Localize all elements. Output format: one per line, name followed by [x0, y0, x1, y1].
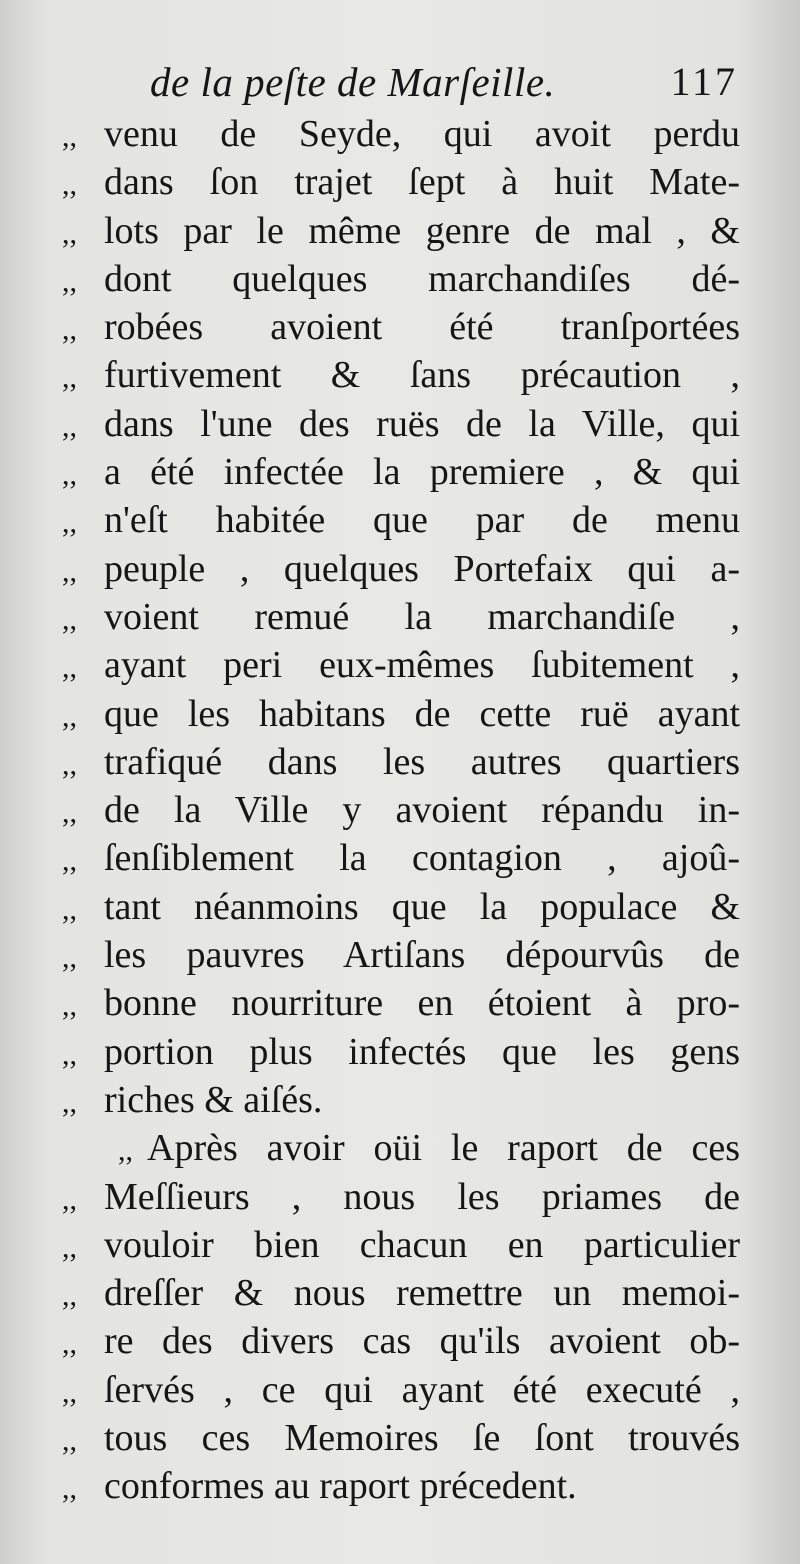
line-text: vouloir bien chacun en particulier [104, 1223, 740, 1266]
text-line [60, 496, 740, 544]
line-text: ſervés , ce qui ayant été executé , [104, 1368, 740, 1411]
text-line [60, 786, 740, 834]
line-text: dreſſer & nous remettre un memoi- [104, 1272, 740, 1315]
quote-mark: ,, [62, 844, 77, 878]
line-text: dans ſon trajet ſept à huit Mate- [104, 161, 740, 204]
quote-mark: ,, [62, 892, 77, 926]
text-line [60, 1414, 740, 1462]
text-line [60, 931, 740, 979]
quote-mark: ,, [62, 1037, 77, 1071]
quote-mark: ,, [62, 1424, 77, 1458]
text-line [60, 400, 740, 448]
text-body [60, 110, 740, 1511]
quote-mark: ,, [62, 216, 77, 250]
quote-mark: ,, [62, 989, 77, 1023]
text-line [60, 255, 740, 303]
text-line [60, 1028, 740, 1076]
text-line [60, 448, 740, 496]
text-line [60, 1221, 740, 1269]
quote-mark: ,, [62, 506, 77, 540]
line-text: riches & aiſés. [104, 1078, 323, 1121]
quote-mark: ,, [62, 1375, 77, 1409]
quote-mark: ,, [62, 747, 77, 781]
quote-mark: ,, [62, 1182, 77, 1216]
line-text: de la Ville y avoient répandu in- [104, 789, 740, 832]
quote-mark: ,, [62, 361, 77, 395]
quote-mark: ,, [62, 1327, 77, 1361]
line-text: Meſſieurs , nous les priames de [104, 1175, 740, 1218]
line-text: n'eſt habitée que par de menu [104, 499, 740, 542]
running-head: de la peſte de Marſeille. [150, 59, 556, 105]
quote-mark: ,, [62, 699, 77, 733]
text-line [60, 1366, 740, 1414]
quote-mark: ,, [62, 409, 77, 443]
line-text: conformes au raport précedent. [104, 1465, 577, 1508]
line-text: ayant peri eux-mêmes ſubitement , [104, 644, 740, 687]
text-line [60, 1173, 740, 1221]
text-line [60, 303, 740, 351]
quote-mark: ,, [62, 1230, 77, 1264]
line-text: tous ces Memoires ſe ſont trouvés [104, 1417, 740, 1460]
quote-mark: ,, [62, 168, 77, 202]
quote-mark: ,, [62, 1279, 77, 1313]
text-line [60, 690, 740, 738]
line-text: ſenſiblement la contagion , ajoû- [104, 837, 740, 880]
page-number: 117 [670, 59, 738, 104]
quote-mark: ,, [62, 458, 77, 492]
line-text: voient remué la marchandiſe , [104, 595, 740, 638]
text-line [60, 207, 740, 255]
text-line [60, 351, 740, 399]
text-line [60, 110, 740, 158]
text-line [60, 738, 740, 786]
quote-mark: ,, [62, 651, 77, 685]
text-line [60, 1076, 740, 1124]
line-text: que les habitans de cette ruë ayant [104, 692, 740, 735]
quote-mark: ,, [62, 796, 77, 830]
quote-mark: ,, [62, 313, 77, 347]
line-text: les pauvres Artiſans dépourvûs de [104, 934, 740, 977]
line-text: re des divers cas qu'ils avoient ob- [104, 1320, 740, 1363]
line-text: trafiqué dans les autres quartiers [104, 740, 740, 783]
line-text: peuple , quelques Portefaix qui a- [104, 547, 740, 590]
text-line [60, 545, 740, 593]
text-line [60, 641, 740, 689]
text-line [60, 593, 740, 641]
page-header [150, 58, 738, 114]
paragraph-start-line [60, 1124, 740, 1172]
quote-mark: ,, [62, 1085, 77, 1119]
text-line [60, 1462, 740, 1510]
quote-mark: ,, [62, 602, 77, 636]
line-text: lots par le même genre de mal , & [104, 209, 740, 252]
text-line [60, 1317, 740, 1365]
line-text: venu de Seyde, qui avoit perdu [104, 113, 740, 155]
text-line [60, 883, 740, 931]
text-line [60, 1269, 740, 1317]
line-text: a été infectée la premiere , & qui [104, 451, 740, 494]
text-line [60, 834, 740, 882]
line-text: dans l'une des ruës de la Ville, qui [104, 402, 740, 445]
line-text: bonne nourriture en étoient à pro- [104, 982, 740, 1025]
text-line [60, 158, 740, 206]
quote-mark: ,, [62, 941, 77, 975]
line-text: portion plus infectés que les gens [104, 1030, 740, 1073]
quote-mark: ,, [62, 120, 77, 153]
line-text: tant néanmoins que la populace & [104, 885, 740, 928]
text-line [60, 979, 740, 1027]
line-text: furtivement & ſans précaution , [104, 354, 740, 397]
quote-mark: ,, [62, 1472, 77, 1506]
quote-mark: ,, [118, 1134, 133, 1168]
line-text: robées avoient été tranſportées [104, 306, 740, 349]
quote-mark: ,, [62, 264, 77, 298]
line-text: dont quelques marchandiſes dé- [104, 257, 740, 300]
line-text: Après avoir oüi le raport de ces [147, 1127, 740, 1170]
quote-mark: ,, [62, 554, 77, 588]
